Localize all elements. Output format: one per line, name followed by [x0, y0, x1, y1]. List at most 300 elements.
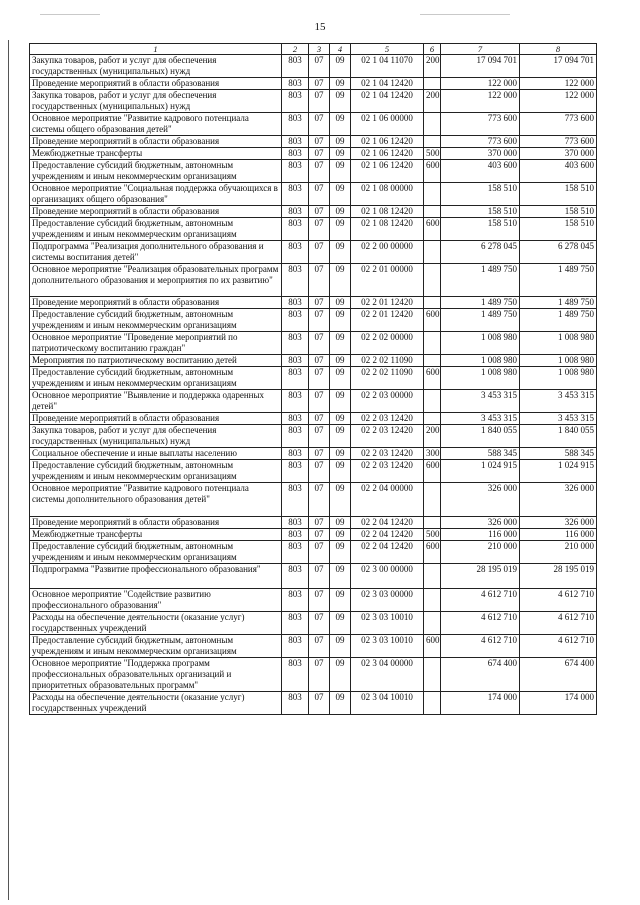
target-article-code: 02 2 03 12420	[351, 425, 424, 448]
expense-type-code	[424, 332, 441, 355]
subsection-code: 09	[330, 160, 351, 183]
subsection-code: 09	[330, 55, 351, 78]
subsection-code: 09	[330, 390, 351, 413]
table-row	[30, 635, 597, 658]
amount-year-1: 4 612 710	[441, 635, 520, 658]
amount-year-1: 4 612 710	[441, 612, 520, 635]
subsection-code: 09	[330, 589, 351, 612]
target-article-code: 02 2 01 12420	[351, 297, 424, 309]
table-row	[30, 692, 597, 715]
row-description: Основное мероприятие "Содействие развитию профессионального образования"	[30, 589, 282, 612]
table-row	[30, 612, 597, 635]
subsection-code: 09	[330, 635, 351, 658]
ministry-code: 803	[282, 309, 309, 332]
page-number: 15	[314, 21, 326, 33]
table-row	[30, 448, 597, 460]
row-description: Основное мероприятие "Выявление и поддержка одаренных детей"	[30, 390, 282, 413]
table-row	[30, 183, 597, 206]
amount-year-2: 1 489 750	[520, 309, 597, 332]
table-row	[30, 241, 597, 264]
row-description: Проведение мероприятий в области образования	[30, 413, 282, 425]
row-description: Основное мероприятие "Развитие кадрового потенциала системы дополнительного образования детей"	[30, 483, 282, 517]
amount-year-2: 1 489 750	[520, 264, 597, 297]
ministry-code: 803	[282, 218, 309, 241]
expense-type-code	[424, 136, 441, 148]
expense-type-code	[424, 264, 441, 297]
table-row	[30, 78, 597, 90]
header-cell: 1	[30, 44, 282, 55]
table-row	[30, 425, 597, 448]
amount-year-2: 158 510	[520, 218, 597, 241]
table-row	[30, 589, 597, 612]
amount-year-1: 326 000	[441, 517, 520, 529]
header-cell: 6	[424, 44, 441, 55]
section-code: 07	[309, 90, 330, 113]
row-description: Расходы на обеспечение деятельности (оказание услуг) государственных учреждений	[30, 612, 282, 635]
amount-year-1: 1 008 980	[441, 332, 520, 355]
section-code: 07	[309, 413, 330, 425]
expense-type-code: 500	[424, 148, 441, 160]
amount-year-1: 158 510	[441, 206, 520, 218]
target-article-code: 02 3 03 10010	[351, 612, 424, 635]
expense-type-code	[424, 413, 441, 425]
expense-type-code	[424, 564, 441, 589]
section-code: 07	[309, 332, 330, 355]
row-description: Межбюджетные трансферты	[30, 529, 282, 541]
row-description: Предоставление субсидий бюджетным, автономным учреждениям и иным некоммерческим организациям	[30, 309, 282, 332]
section-code: 07	[309, 309, 330, 332]
section-code: 07	[309, 692, 330, 715]
ministry-code: 803	[282, 658, 309, 692]
table-row	[30, 658, 597, 692]
target-article-code: 02 3 04 00000	[351, 658, 424, 692]
section-code: 07	[309, 55, 330, 78]
target-article-code: 02 1 04 11070	[351, 55, 424, 78]
table-row	[30, 297, 597, 309]
subsection-code: 09	[330, 413, 351, 425]
row-description: Подпрограмма "Развитие профессионального образования"	[30, 564, 282, 589]
expense-type-code	[424, 390, 441, 413]
subsection-code: 09	[330, 297, 351, 309]
ministry-code: 803	[282, 589, 309, 612]
expense-type-code	[424, 692, 441, 715]
ministry-code: 803	[282, 367, 309, 390]
target-article-code: 02 2 02 00000	[351, 332, 424, 355]
amount-year-2: 370 000	[520, 148, 597, 160]
amount-year-1: 210 000	[441, 541, 520, 564]
target-article-code: 02 1 08 12420	[351, 206, 424, 218]
section-code: 07	[309, 483, 330, 517]
table-row	[30, 218, 597, 241]
section-code: 07	[309, 425, 330, 448]
ministry-code: 803	[282, 529, 309, 541]
ministry-code: 803	[282, 692, 309, 715]
amount-year-2: 1 024 915	[520, 460, 597, 483]
section-code: 07	[309, 460, 330, 483]
amount-year-1: 122 000	[441, 78, 520, 90]
amount-year-1: 158 510	[441, 183, 520, 206]
section-code: 07	[309, 541, 330, 564]
ministry-code: 803	[282, 136, 309, 148]
ministry-code: 803	[282, 460, 309, 483]
section-code: 07	[309, 448, 330, 460]
section-code: 07	[309, 564, 330, 589]
expense-type-code: 600	[424, 367, 441, 390]
row-description: Предоставление субсидий бюджетным, автономным учреждениям и иным некоммерческим организациям	[30, 367, 282, 390]
table-row	[30, 564, 597, 589]
amount-year-1: 3 453 315	[441, 413, 520, 425]
table-row	[30, 136, 597, 148]
ministry-code: 803	[282, 564, 309, 589]
row-description: Основное мероприятие "Проведение мероприятий по патриотическому воспитанию граждан"	[30, 332, 282, 355]
table-row	[30, 413, 597, 425]
target-article-code: 02 2 00 00000	[351, 241, 424, 264]
amount-year-2: 158 510	[520, 206, 597, 218]
table-row	[30, 160, 597, 183]
table-row	[30, 264, 597, 297]
row-description: Проведение мероприятий в области образования	[30, 517, 282, 529]
expense-type-code: 600	[424, 541, 441, 564]
target-article-code: 02 1 08 00000	[351, 183, 424, 206]
expense-type-code: 600	[424, 309, 441, 332]
ministry-code: 803	[282, 297, 309, 309]
subsection-code: 09	[330, 78, 351, 90]
target-article-code: 02 3 03 10010	[351, 635, 424, 658]
target-article-code: 02 2 04 12420	[351, 529, 424, 541]
subsection-code: 09	[330, 529, 351, 541]
scan-mark	[420, 14, 510, 15]
section-code: 07	[309, 635, 330, 658]
amount-year-1: 1 008 980	[441, 355, 520, 367]
amount-year-1: 122 000	[441, 90, 520, 113]
row-description: Подпрограмма "Реализация дополнительного образования и системы воспитания детей"	[30, 241, 282, 264]
target-article-code: 02 1 04 12420	[351, 78, 424, 90]
expense-type-code	[424, 206, 441, 218]
expense-type-code	[424, 589, 441, 612]
target-article-code: 02 1 06 12420	[351, 136, 424, 148]
section-code: 07	[309, 367, 330, 390]
subsection-code: 09	[330, 658, 351, 692]
row-description: Предоставление субсидий бюджетным, автономным учреждениям и иным некоммерческим организациям	[30, 541, 282, 564]
table-row	[30, 517, 597, 529]
amount-year-1: 1 840 055	[441, 425, 520, 448]
section-code: 07	[309, 206, 330, 218]
amount-year-1: 370 000	[441, 148, 520, 160]
subsection-code: 09	[330, 332, 351, 355]
amount-year-2: 4 612 710	[520, 635, 597, 658]
amount-year-1: 1 489 750	[441, 297, 520, 309]
expense-type-code	[424, 612, 441, 635]
amount-year-2: 674 400	[520, 658, 597, 692]
amount-year-1: 28 195 019	[441, 564, 520, 589]
ministry-code: 803	[282, 113, 309, 136]
row-description: Основное мероприятие "Реализация образовательных программ дополнительного образования и мероприятия по их развитию"	[30, 264, 282, 297]
amount-year-1: 3 453 315	[441, 390, 520, 413]
amount-year-1: 158 510	[441, 218, 520, 241]
expense-type-code	[424, 113, 441, 136]
ministry-code: 803	[282, 148, 309, 160]
target-article-code: 02 2 03 12420	[351, 460, 424, 483]
amount-year-1: 1 024 915	[441, 460, 520, 483]
row-description: Межбюджетные трансферты	[30, 148, 282, 160]
subsection-code: 09	[330, 113, 351, 136]
target-article-code: 02 2 02 11090	[351, 367, 424, 390]
subsection-code: 09	[330, 460, 351, 483]
section-code: 07	[309, 264, 330, 297]
amount-year-2: 1 840 055	[520, 425, 597, 448]
ministry-code: 803	[282, 90, 309, 113]
subsection-code: 09	[330, 218, 351, 241]
table-row	[30, 113, 597, 136]
amount-year-1: 773 600	[441, 113, 520, 136]
amount-year-2: 6 278 045	[520, 241, 597, 264]
amount-year-1: 326 000	[441, 483, 520, 517]
subsection-code: 09	[330, 206, 351, 218]
amount-year-2: 122 000	[520, 78, 597, 90]
table-row	[30, 541, 597, 564]
section-code: 07	[309, 160, 330, 183]
target-article-code: 02 1 08 12420	[351, 218, 424, 241]
target-article-code: 02 1 06 12420	[351, 148, 424, 160]
amount-year-2: 588 345	[520, 448, 597, 460]
amount-year-2: 1 489 750	[520, 297, 597, 309]
section-code: 07	[309, 355, 330, 367]
ministry-code: 803	[282, 264, 309, 297]
amount-year-2: 4 612 710	[520, 612, 597, 635]
target-article-code: 02 2 01 12420	[351, 309, 424, 332]
section-code: 07	[309, 390, 330, 413]
row-description: Предоставление субсидий бюджетным, автономным учреждениям и иным некоммерческим организациям	[30, 460, 282, 483]
ministry-code: 803	[282, 635, 309, 658]
section-code: 07	[309, 658, 330, 692]
row-description: Основное мероприятие "Поддержка программ профессиональных образовательных организаций и приоритетных образовательных программ"	[30, 658, 282, 692]
subsection-code: 09	[330, 692, 351, 715]
header-cell: 7	[441, 44, 520, 55]
ministry-code: 803	[282, 183, 309, 206]
table-row	[30, 90, 597, 113]
amount-year-1: 6 278 045	[441, 241, 520, 264]
expense-type-code: 200	[424, 55, 441, 78]
table-row	[30, 206, 597, 218]
header-cell: 2	[282, 44, 309, 55]
amount-year-1: 17 094 701	[441, 55, 520, 78]
row-description: Расходы на обеспечение деятельности (оказание услуг) государственных учреждений	[30, 692, 282, 715]
table-row	[30, 355, 597, 367]
subsection-code: 09	[330, 148, 351, 160]
expense-type-code	[424, 297, 441, 309]
amount-year-1: 116 000	[441, 529, 520, 541]
ministry-code: 803	[282, 612, 309, 635]
amount-year-2: 122 000	[520, 90, 597, 113]
ministry-code: 803	[282, 332, 309, 355]
target-article-code: 02 3 04 10010	[351, 692, 424, 715]
subsection-code: 09	[330, 541, 351, 564]
expense-type-code	[424, 241, 441, 264]
table-row	[30, 55, 597, 78]
target-article-code: 02 3 00 00000	[351, 564, 424, 589]
expense-type-code	[424, 483, 441, 517]
table-row	[30, 460, 597, 483]
amount-year-2: 326 000	[520, 483, 597, 517]
scan-mark	[40, 14, 100, 15]
ministry-code: 803	[282, 160, 309, 183]
ministry-code: 803	[282, 448, 309, 460]
row-description: Предоставление субсидий бюджетным, автономным учреждениям и иным некоммерческим организациям	[30, 218, 282, 241]
row-description: Закупка товаров, работ и услуг для обеспечения государственных (муниципальных) нужд	[30, 55, 282, 78]
header-cell: 5	[351, 44, 424, 55]
section-code: 07	[309, 136, 330, 148]
amount-year-2: 116 000	[520, 529, 597, 541]
amount-year-1: 174 000	[441, 692, 520, 715]
amount-year-2: 210 000	[520, 541, 597, 564]
row-description: Закупка товаров, работ и услуг для обеспечения государственных (муниципальных) нужд	[30, 425, 282, 448]
row-description: Проведение мероприятий в области образования	[30, 206, 282, 218]
amount-year-1: 674 400	[441, 658, 520, 692]
subsection-code: 09	[330, 309, 351, 332]
row-description: Проведение мероприятий в области образования	[30, 78, 282, 90]
table-header-row	[30, 44, 597, 55]
expense-type-code	[424, 355, 441, 367]
ministry-code: 803	[282, 517, 309, 529]
section-code: 07	[309, 612, 330, 635]
amount-year-2: 4 612 710	[520, 589, 597, 612]
subsection-code: 09	[330, 136, 351, 148]
ministry-code: 803	[282, 355, 309, 367]
amount-year-2: 403 600	[520, 160, 597, 183]
row-description: Предоставление субсидий бюджетным, автономным учреждениям и иным некоммерческим организациям	[30, 160, 282, 183]
expense-type-code	[424, 78, 441, 90]
amount-year-2: 158 510	[520, 183, 597, 206]
table-row	[30, 367, 597, 390]
amount-year-1: 773 600	[441, 136, 520, 148]
subsection-code: 09	[330, 355, 351, 367]
subsection-code: 09	[330, 448, 351, 460]
table-row	[30, 148, 597, 160]
header-cell: 4	[330, 44, 351, 55]
amount-year-2: 1 008 980	[520, 332, 597, 355]
section-code: 07	[309, 148, 330, 160]
section-code: 07	[309, 241, 330, 264]
row-description: Проведение мероприятий в области образования	[30, 297, 282, 309]
header-cell: 3	[309, 44, 330, 55]
amount-year-2: 773 600	[520, 113, 597, 136]
subsection-code: 09	[330, 517, 351, 529]
expense-type-code: 200	[424, 90, 441, 113]
section-code: 07	[309, 589, 330, 612]
ministry-code: 803	[282, 206, 309, 218]
amount-year-2: 1 008 980	[520, 355, 597, 367]
table-row	[30, 309, 597, 332]
table-row	[30, 483, 597, 517]
amount-year-2: 773 600	[520, 136, 597, 148]
amount-year-1: 588 345	[441, 448, 520, 460]
subsection-code: 09	[330, 264, 351, 297]
section-code: 07	[309, 517, 330, 529]
expense-type-code: 600	[424, 160, 441, 183]
expense-type-code	[424, 658, 441, 692]
expense-type-code: 600	[424, 218, 441, 241]
amount-year-2: 326 000	[520, 517, 597, 529]
margin-line	[8, 40, 9, 900]
ministry-code: 803	[282, 425, 309, 448]
section-code: 07	[309, 297, 330, 309]
subsection-code: 09	[330, 564, 351, 589]
row-description: Закупка товаров, работ и услуг для обеспечения государственных (муниципальных) нужд	[30, 90, 282, 113]
target-article-code: 02 2 04 12420	[351, 541, 424, 564]
header-cell: 8	[520, 44, 597, 55]
section-code: 07	[309, 113, 330, 136]
row-description: Основное мероприятие "Развитие кадрового потенциала системы общего образования детей"	[30, 113, 282, 136]
amount-year-2: 1 008 980	[520, 367, 597, 390]
table-row	[30, 332, 597, 355]
subsection-code: 09	[330, 425, 351, 448]
row-description: Основное мероприятие "Социальная поддержка обучающихся в организациях общего образования"	[30, 183, 282, 206]
section-code: 07	[309, 183, 330, 206]
ministry-code: 803	[282, 78, 309, 90]
subsection-code: 09	[330, 90, 351, 113]
ministry-code: 803	[282, 541, 309, 564]
expense-type-code: 200	[424, 425, 441, 448]
amount-year-1: 1 008 980	[441, 367, 520, 390]
target-article-code: 02 1 06 00000	[351, 113, 424, 136]
row-description: Мероприятия по патриотическому воспитанию детей	[30, 355, 282, 367]
amount-year-1: 1 489 750	[441, 309, 520, 332]
target-article-code: 02 2 02 11090	[351, 355, 424, 367]
target-article-code: 02 2 03 12420	[351, 448, 424, 460]
section-code: 07	[309, 78, 330, 90]
amount-year-2: 3 453 315	[520, 413, 597, 425]
ministry-code: 803	[282, 390, 309, 413]
target-article-code: 02 2 04 00000	[351, 483, 424, 517]
amount-year-1: 1 489 750	[441, 264, 520, 297]
expense-type-code	[424, 183, 441, 206]
section-code: 07	[309, 529, 330, 541]
subsection-code: 09	[330, 367, 351, 390]
target-article-code: 02 1 04 12420	[351, 90, 424, 113]
ministry-code: 803	[282, 241, 309, 264]
amount-year-2: 3 453 315	[520, 390, 597, 413]
subsection-code: 09	[330, 612, 351, 635]
table-row	[30, 390, 597, 413]
table-row	[30, 529, 597, 541]
section-code: 07	[309, 218, 330, 241]
ministry-code: 803	[282, 413, 309, 425]
amount-year-1: 4 612 710	[441, 589, 520, 612]
expense-type-code: 300	[424, 448, 441, 460]
expense-type-code	[424, 517, 441, 529]
ministry-code: 803	[282, 483, 309, 517]
expense-type-code: 600	[424, 635, 441, 658]
target-article-code: 02 1 06 12420	[351, 160, 424, 183]
subsection-code: 09	[330, 483, 351, 517]
amount-year-2: 17 094 701	[520, 55, 597, 78]
row-description: Предоставление субсидий бюджетным, автономным учреждениям и иным некоммерческим организациям	[30, 635, 282, 658]
target-article-code: 02 2 03 00000	[351, 390, 424, 413]
ministry-code: 803	[282, 55, 309, 78]
expense-type-code: 600	[424, 460, 441, 483]
row-description: Социальное обеспечение и иные выплаты населению	[30, 448, 282, 460]
amount-year-2: 28 195 019	[520, 564, 597, 589]
amount-year-1: 403 600	[441, 160, 520, 183]
expense-type-code: 500	[424, 529, 441, 541]
budget-table	[29, 43, 597, 715]
target-article-code: 02 2 04 12420	[351, 517, 424, 529]
target-article-code: 02 2 01 00000	[351, 264, 424, 297]
target-article-code: 02 2 03 12420	[351, 413, 424, 425]
amount-year-2: 174 000	[520, 692, 597, 715]
subsection-code: 09	[330, 241, 351, 264]
target-article-code: 02 3 03 00000	[351, 589, 424, 612]
